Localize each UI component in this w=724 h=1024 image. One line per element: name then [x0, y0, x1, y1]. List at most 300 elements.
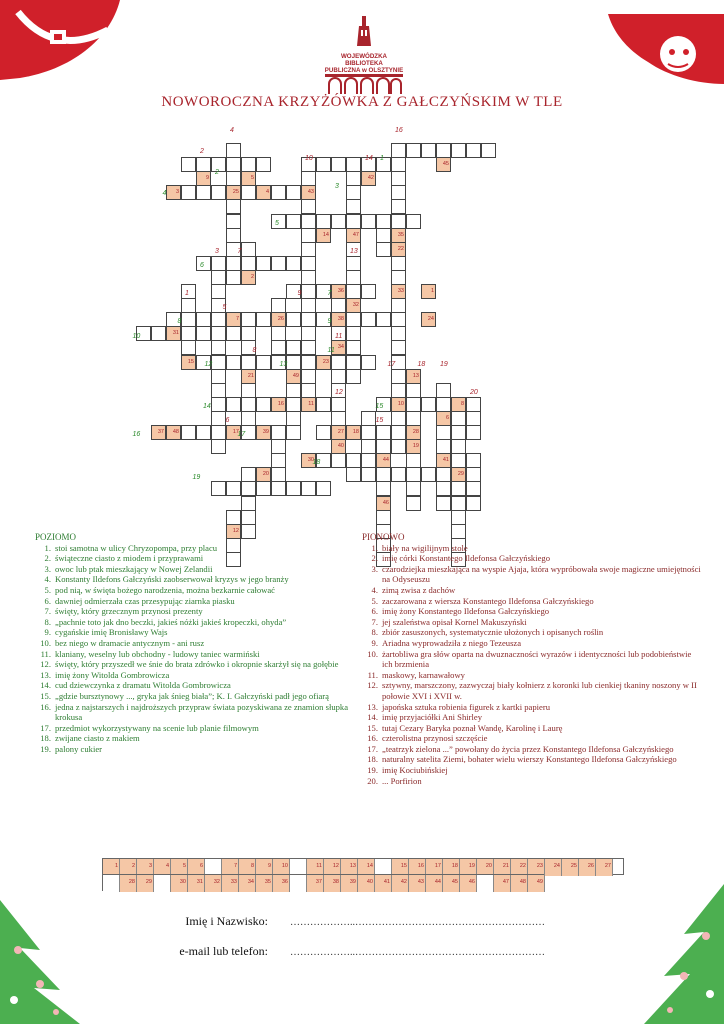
- crossword-cell[interactable]: [211, 411, 226, 426]
- crossword-cell[interactable]: [271, 312, 286, 327]
- crossword-cell[interactable]: [331, 298, 346, 313]
- cell-number: 15: [187, 358, 194, 365]
- across-clue-number: 16.: [40, 701, 51, 712]
- crossword-cell[interactable]: [391, 199, 406, 214]
- crossword-cell[interactable]: [286, 340, 301, 355]
- crossword-cell[interactable]: [181, 298, 196, 313]
- crossword-cell[interactable]: [226, 481, 241, 496]
- crossword-cell[interactable]: [391, 242, 406, 257]
- crossword-cell[interactable]: [391, 312, 406, 327]
- crossword-cell[interactable]: [376, 439, 391, 454]
- crossword-cell[interactable]: [241, 326, 256, 341]
- answer-strip-cell[interactable]: [511, 875, 528, 892]
- crossword-cell[interactable]: [301, 185, 316, 200]
- crossword-cell[interactable]: [436, 467, 451, 482]
- down-clue: [362, 712, 702, 723]
- name-field[interactable]: ………………..…………………………………………………: [290, 917, 545, 928]
- crossword-cell[interactable]: [421, 143, 436, 158]
- crossword-cell[interactable]: [346, 425, 361, 440]
- crossword-cell[interactable]: [181, 312, 196, 327]
- crossword-cell[interactable]: [211, 425, 226, 440]
- answer-strip-cell[interactable]: [256, 875, 273, 892]
- across-clue: [35, 680, 365, 691]
- crossword-cell[interactable]: [301, 340, 316, 355]
- crossword-cell[interactable]: [211, 355, 226, 370]
- crossword-cell[interactable]: [451, 143, 466, 158]
- crossword-cell[interactable]: [211, 397, 226, 412]
- crossword-cell[interactable]: [391, 284, 406, 299]
- crossword-cell[interactable]: [196, 326, 211, 341]
- cell-number: 43: [307, 189, 314, 196]
- crossword-cell[interactable]: [331, 355, 346, 370]
- crossword-cell[interactable]: [361, 439, 376, 454]
- crossword-cell[interactable]: [361, 355, 376, 370]
- crossword-cell[interactable]: [256, 355, 271, 370]
- crossword-cell[interactable]: [271, 256, 286, 271]
- crossword-cell[interactable]: [241, 185, 256, 200]
- answer-strip-cell[interactable]: [528, 875, 545, 892]
- crossword-cell[interactable]: [256, 185, 271, 200]
- crossword-cell[interactable]: [211, 439, 226, 454]
- crossword-cell[interactable]: [346, 453, 361, 468]
- cell-number: 47: [352, 231, 359, 238]
- crossword-cell[interactable]: [331, 411, 346, 426]
- answer-strip-number: 9: [267, 863, 271, 869]
- crossword-cell[interactable]: [376, 453, 391, 468]
- answer-strip-number: 12: [332, 863, 339, 869]
- down-clue-marker: 5: [222, 304, 227, 312]
- crossword-cell[interactable]: [256, 467, 271, 482]
- crossword-cell[interactable]: [376, 228, 391, 243]
- crossword-cell[interactable]: [226, 214, 241, 229]
- answer-strip-cell[interactable]: [307, 875, 324, 892]
- crossword-cell[interactable]: [376, 496, 391, 511]
- crossword-cell[interactable]: [256, 425, 271, 440]
- crossword-cell[interactable]: [166, 326, 181, 341]
- crossword-cell[interactable]: [451, 439, 466, 454]
- crossword-cell[interactable]: [331, 312, 346, 327]
- crossword-cell[interactable]: [376, 214, 391, 229]
- crossword-cell[interactable]: [406, 439, 421, 454]
- answer-strip-cell[interactable]: [392, 875, 409, 892]
- crossword-cell[interactable]: [241, 496, 256, 511]
- crossword-cell[interactable]: [451, 496, 466, 511]
- crossword-cell[interactable]: [406, 496, 421, 511]
- crossword-cell[interactable]: [451, 411, 466, 426]
- crossword-cell[interactable]: [301, 228, 316, 243]
- crossword-cell[interactable]: [271, 467, 286, 482]
- answer-strip-cell[interactable]: [324, 875, 341, 892]
- cell-number: 12: [232, 527, 239, 534]
- crossword-cell[interactable]: [391, 397, 406, 412]
- crossword-cell[interactable]: [406, 214, 421, 229]
- crossword-cell[interactable]: [211, 326, 226, 341]
- crossword-cell[interactable]: [421, 397, 436, 412]
- crossword-cell[interactable]: [301, 326, 316, 341]
- answer-strip-cell[interactable]: [545, 859, 562, 876]
- crossword-cell[interactable]: [391, 298, 406, 313]
- crossword-cell[interactable]: [481, 143, 496, 158]
- crossword-cell[interactable]: [391, 185, 406, 200]
- crossword-cell[interactable]: [226, 185, 241, 200]
- crossword-cell[interactable]: [211, 340, 226, 355]
- crossword-cell[interactable]: [331, 425, 346, 440]
- crossword-cell[interactable]: [451, 453, 466, 468]
- crossword-cell[interactable]: [286, 312, 301, 327]
- crossword-cell[interactable]: [226, 157, 241, 172]
- crossword-cell[interactable]: [436, 157, 451, 172]
- answer-strip-number: 37: [315, 879, 322, 885]
- crossword-cell[interactable]: [391, 467, 406, 482]
- crossword-cell[interactable]: [376, 481, 391, 496]
- answer-strip-cell[interactable]: [596, 859, 613, 876]
- crossword-cell[interactable]: [451, 481, 466, 496]
- crossword-cell[interactable]: [301, 171, 316, 186]
- crossword-cell[interactable]: [181, 340, 196, 355]
- crossword-cell[interactable]: [346, 270, 361, 285]
- crossword-cell[interactable]: [286, 369, 301, 384]
- crossword-cell[interactable]: [331, 397, 346, 412]
- crossword-cell[interactable]: [346, 157, 361, 172]
- answer-strip-cell[interactable]: [443, 875, 460, 892]
- crossword-cell[interactable]: [391, 228, 406, 243]
- answer-strip-number: 11: [316, 863, 322, 869]
- crossword-cell[interactable]: [196, 312, 211, 327]
- crossword-cell[interactable]: [346, 369, 361, 384]
- crossword-cell[interactable]: [451, 397, 466, 412]
- crossword-cell[interactable]: [211, 284, 226, 299]
- crossword-cell[interactable]: [391, 270, 406, 285]
- crossword-cell[interactable]: [331, 369, 346, 384]
- crossword-cell[interactable]: [391, 157, 406, 172]
- crossword-cell[interactable]: [151, 326, 166, 341]
- crossword-cell[interactable]: [211, 256, 226, 271]
- crossword-cell[interactable]: [346, 340, 361, 355]
- crossword-cell[interactable]: [421, 467, 436, 482]
- crossword-cell[interactable]: [166, 425, 181, 440]
- answer-strip-cell[interactable]: [137, 875, 154, 892]
- crossword-cell[interactable]: [421, 284, 436, 299]
- crossword-cell[interactable]: [196, 171, 211, 186]
- crossword-cell[interactable]: [361, 425, 376, 440]
- answer-strip-cell[interactable]: [154, 875, 171, 892]
- crossword-cell[interactable]: [271, 453, 286, 468]
- crossword-cell[interactable]: [451, 425, 466, 440]
- answer-strip-cell[interactable]: [494, 875, 511, 892]
- crossword-cell[interactable]: [391, 425, 406, 440]
- crossword-cell[interactable]: [331, 214, 346, 229]
- crossword-cell[interactable]: [436, 411, 451, 426]
- crossword-cell[interactable]: [271, 439, 286, 454]
- crossword-cell[interactable]: [286, 214, 301, 229]
- crossword-cell[interactable]: [331, 453, 346, 468]
- crossword-cell[interactable]: [226, 355, 241, 370]
- crossword-cell[interactable]: [391, 369, 406, 384]
- crossword-cell[interactable]: [316, 214, 331, 229]
- crossword-cell[interactable]: [436, 383, 451, 398]
- crossword-cell[interactable]: [241, 411, 256, 426]
- crossword-cell[interactable]: [241, 242, 256, 257]
- answer-strip-number: 34: [247, 879, 254, 885]
- crossword-cell[interactable]: [436, 425, 451, 440]
- crossword-cell[interactable]: [271, 340, 286, 355]
- crossword-cell[interactable]: [436, 496, 451, 511]
- crossword-cell[interactable]: [376, 467, 391, 482]
- answer-strip-cell[interactable]: [239, 875, 256, 892]
- crossword-cell[interactable]: [346, 355, 361, 370]
- answer-strip-cell[interactable]: [205, 875, 222, 892]
- down-clue: [362, 776, 702, 787]
- down-clue-number: 12.: [367, 680, 378, 691]
- crossword-cell[interactable]: [301, 199, 316, 214]
- crossword-cell[interactable]: [241, 171, 256, 186]
- crossword-cell[interactable]: [166, 185, 181, 200]
- answer-strip-cell[interactable]: [273, 875, 290, 892]
- across-clue-marker: 4: [162, 190, 167, 198]
- crossword-cell[interactable]: [436, 453, 451, 468]
- answer-strip-cell[interactable]: [222, 875, 239, 892]
- crossword-cell[interactable]: [301, 242, 316, 257]
- crossword-cell[interactable]: [286, 481, 301, 496]
- answer-strip-cell[interactable]: [375, 875, 392, 892]
- crossword-cell[interactable]: [436, 439, 451, 454]
- crossword-cell[interactable]: [286, 411, 301, 426]
- crossword-cell[interactable]: [331, 284, 346, 299]
- answer-strip-row-2: [102, 874, 544, 891]
- crossword-cell[interactable]: [331, 439, 346, 454]
- crossword-cell[interactable]: [226, 397, 241, 412]
- crossword-cell[interactable]: [241, 510, 256, 525]
- crossword-cell[interactable]: [256, 312, 271, 327]
- crossword-cell[interactable]: [226, 143, 241, 158]
- crossword-cell[interactable]: [346, 312, 361, 327]
- crossword-cell[interactable]: [406, 467, 421, 482]
- crossword-cell[interactable]: [256, 481, 271, 496]
- crossword-cell[interactable]: [346, 199, 361, 214]
- crossword-cell[interactable]: [436, 397, 451, 412]
- crossword-cell[interactable]: [316, 425, 331, 440]
- crossword-cell[interactable]: [226, 171, 241, 186]
- crossword-cell[interactable]: [346, 228, 361, 243]
- crossword-cell[interactable]: [241, 355, 256, 370]
- crossword-cell[interactable]: [181, 326, 196, 341]
- crossword-cell[interactable]: [181, 185, 196, 200]
- crossword-cell[interactable]: [211, 481, 226, 496]
- crossword-cell[interactable]: [361, 411, 376, 426]
- crossword-cell[interactable]: [241, 157, 256, 172]
- crossword-cell[interactable]: [301, 383, 316, 398]
- crossword-cell[interactable]: [361, 312, 376, 327]
- crossword-cell[interactable]: [196, 185, 211, 200]
- crossword-cell[interactable]: [391, 411, 406, 426]
- crossword-cell[interactable]: [286, 256, 301, 271]
- crossword-cell[interactable]: [436, 143, 451, 158]
- crossword-cell[interactable]: [241, 467, 256, 482]
- crossword-cell[interactable]: [241, 481, 256, 496]
- answer-strip-cell[interactable]: [341, 875, 358, 892]
- crossword-cell[interactable]: [406, 425, 421, 440]
- crossword-cell[interactable]: [271, 425, 286, 440]
- crossword-cell[interactable]: [466, 143, 481, 158]
- crossword-cell[interactable]: [421, 312, 436, 327]
- answer-strip-number: 43: [417, 879, 424, 885]
- crossword-cell[interactable]: [286, 355, 301, 370]
- crossword-cell[interactable]: [346, 171, 361, 186]
- crossword-cell[interactable]: [256, 256, 271, 271]
- crossword-cell[interactable]: [256, 397, 271, 412]
- crossword-cell[interactable]: [466, 411, 481, 426]
- crossword-cell[interactable]: [316, 157, 331, 172]
- crossword-cell[interactable]: [466, 481, 481, 496]
- crossword-cell[interactable]: [466, 496, 481, 511]
- crossword-cell[interactable]: [391, 256, 406, 271]
- crossword-cell[interactable]: [406, 369, 421, 384]
- crossword-cell[interactable]: [466, 467, 481, 482]
- crossword-cell[interactable]: [391, 214, 406, 229]
- crossword-cell[interactable]: [241, 383, 256, 398]
- crossword-cell[interactable]: [226, 312, 241, 327]
- crossword-cell[interactable]: [271, 298, 286, 313]
- crossword-cell[interactable]: [301, 284, 316, 299]
- crossword-cell[interactable]: [226, 326, 241, 341]
- crossword-cell[interactable]: [271, 397, 286, 412]
- crossword-cell[interactable]: [286, 425, 301, 440]
- crossword-cell[interactable]: [181, 355, 196, 370]
- crossword-cell[interactable]: [361, 171, 376, 186]
- answer-strip-cell[interactable]: [120, 875, 137, 892]
- answer-strip-cell[interactable]: [562, 859, 579, 876]
- crossword-cell[interactable]: [406, 143, 421, 158]
- email-field[interactable]: ………………..…………………………………………………: [290, 947, 545, 958]
- crossword-cell[interactable]: [271, 326, 286, 341]
- crossword-cell[interactable]: [361, 214, 376, 229]
- crossword-cell[interactable]: [241, 256, 256, 271]
- answer-strip-cell[interactable]: [426, 875, 443, 892]
- crossword-cell[interactable]: [406, 397, 421, 412]
- crossword-cell[interactable]: [301, 298, 316, 313]
- crossword-cell[interactable]: [226, 199, 241, 214]
- crossword-cell[interactable]: [211, 270, 226, 285]
- crossword-cell[interactable]: [406, 481, 421, 496]
- crossword-cell[interactable]: [391, 326, 406, 341]
- crossword-cell[interactable]: [196, 425, 211, 440]
- crossword-cell[interactable]: [301, 312, 316, 327]
- crossword-cell[interactable]: [271, 185, 286, 200]
- crossword-cell[interactable]: [241, 270, 256, 285]
- crossword-cell[interactable]: [286, 383, 301, 398]
- crossword-cell[interactable]: [436, 481, 451, 496]
- crossword-cell[interactable]: [361, 453, 376, 468]
- crossword-cell[interactable]: [301, 270, 316, 285]
- answer-strip-number: 46: [468, 879, 475, 885]
- crossword-cell[interactable]: [181, 425, 196, 440]
- crossword-cell[interactable]: [406, 453, 421, 468]
- crossword-cell[interactable]: [301, 481, 316, 496]
- crossword-cell[interactable]: [301, 214, 316, 229]
- crossword-cell[interactable]: [211, 383, 226, 398]
- crossword-cell[interactable]: [451, 510, 466, 525]
- crossword-cell[interactable]: [361, 467, 376, 482]
- crossword-cell[interactable]: [256, 157, 271, 172]
- crossword-cell[interactable]: [331, 157, 346, 172]
- crossword-cell[interactable]: [391, 171, 406, 186]
- crossword-cell[interactable]: [391, 340, 406, 355]
- crossword-cell[interactable]: [301, 369, 316, 384]
- crossword-cell[interactable]: [181, 157, 196, 172]
- crossword-cell[interactable]: [376, 312, 391, 327]
- crossword-cell[interactable]: [226, 256, 241, 271]
- crossword-cell[interactable]: [346, 185, 361, 200]
- crossword-cell[interactable]: [316, 228, 331, 243]
- crossword-cell[interactable]: [241, 369, 256, 384]
- crossword-cell[interactable]: [391, 383, 406, 398]
- crossword-cell[interactable]: [466, 425, 481, 440]
- answer-strip-cell[interactable]: [103, 875, 120, 892]
- crossword-cell[interactable]: [226, 228, 241, 243]
- answer-strip-cell[interactable]: [171, 875, 188, 892]
- crossword-cell[interactable]: [346, 214, 361, 229]
- crossword-cell[interactable]: [226, 270, 241, 285]
- crossword-cell[interactable]: [301, 397, 316, 412]
- crossword-cell[interactable]: [406, 383, 421, 398]
- crossword-cell[interactable]: [346, 298, 361, 313]
- answer-strip-cell[interactable]: [409, 875, 426, 892]
- crossword-cell[interactable]: [301, 256, 316, 271]
- answer-strip-cell[interactable]: [290, 875, 307, 892]
- crossword-cell[interactable]: [466, 453, 481, 468]
- across-clue-text: przedmiot wykorzystywany na scenie lub planie filmowym: [55, 722, 259, 733]
- crossword-cell[interactable]: [391, 143, 406, 158]
- crossword-cell[interactable]: [271, 481, 286, 496]
- crossword-cell[interactable]: [406, 411, 421, 426]
- crossword-cell[interactable]: [346, 326, 361, 341]
- answer-strip-cell[interactable]: [579, 859, 596, 876]
- answer-strip-cell[interactable]: [358, 875, 375, 892]
- across-clue-marker: 16: [132, 431, 141, 439]
- crossword-cell[interactable]: [301, 355, 316, 370]
- crossword-cell[interactable]: [241, 312, 256, 327]
- crossword-cell[interactable]: [241, 397, 256, 412]
- crossword-cell[interactable]: [376, 510, 391, 525]
- answer-strip-number: 8: [250, 863, 254, 869]
- crossword-cell[interactable]: [466, 397, 481, 412]
- crossword-cell[interactable]: [346, 284, 361, 299]
- crossword-cell[interactable]: [286, 185, 301, 200]
- crossword-cell[interactable]: [211, 185, 226, 200]
- crossword-cell[interactable]: [361, 284, 376, 299]
- crossword-cell[interactable]: [391, 439, 406, 454]
- crossword-cell[interactable]: [211, 369, 226, 384]
- crossword-cell[interactable]: [451, 467, 466, 482]
- crossword-cell[interactable]: [196, 157, 211, 172]
- crossword-cell[interactable]: [316, 355, 331, 370]
- answer-strip-cell[interactable]: [460, 875, 477, 892]
- crossword-cell[interactable]: [316, 397, 331, 412]
- crossword-cell[interactable]: [376, 242, 391, 257]
- down-clue-marker: 8: [252, 346, 257, 354]
- crossword-cell[interactable]: [286, 397, 301, 412]
- crossword-cell[interactable]: [346, 467, 361, 482]
- across-clue-number: 4.: [44, 574, 51, 585]
- answer-strip-cell[interactable]: [188, 875, 205, 892]
- answer-strip-cell[interactable]: [477, 875, 494, 892]
- crossword-cell[interactable]: [211, 312, 226, 327]
- crossword-cell[interactable]: [151, 425, 166, 440]
- crossword-cell[interactable]: [376, 425, 391, 440]
- crossword-cell[interactable]: [346, 256, 361, 271]
- crossword-cell[interactable]: [226, 510, 241, 525]
- crossword-cell[interactable]: [316, 481, 331, 496]
